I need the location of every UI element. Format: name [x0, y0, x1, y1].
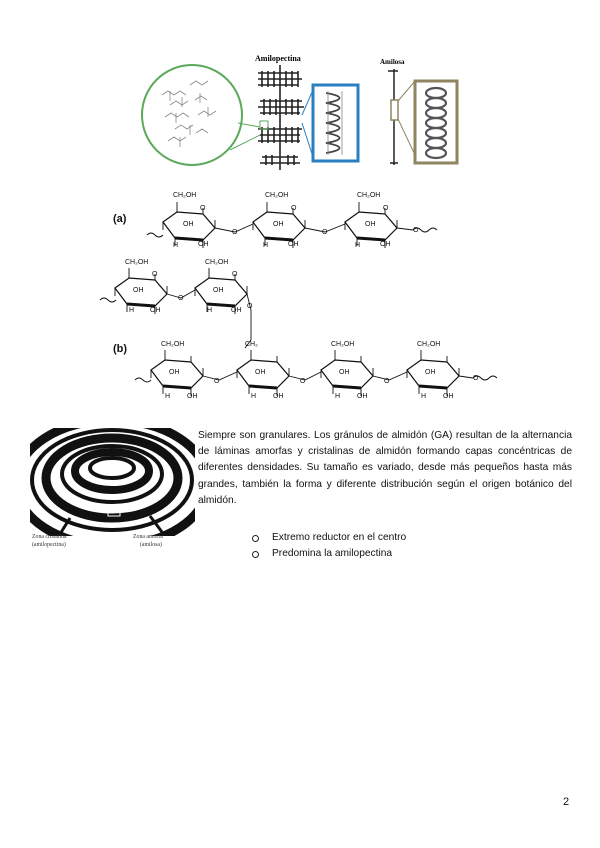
circle-bullet-icon [252, 535, 259, 542]
page-number: 2 [563, 796, 570, 808]
ring-o-a3: O [383, 205, 389, 212]
amylose-label: Amilosa [380, 58, 405, 66]
oh-c4: OH [443, 393, 454, 400]
h-b2: H [207, 307, 213, 314]
ring-o-b2: O [232, 271, 238, 278]
glucose-chain-structures [95, 180, 505, 410]
h-c1: H [165, 393, 171, 400]
oh-a3b: OH [365, 221, 376, 228]
list-item: Extremo reductor en el centro [250, 530, 406, 546]
oh-a3: OH [380, 241, 391, 248]
oh-b2b: OH [213, 287, 224, 294]
bridge-o-b2: O [247, 303, 253, 310]
label-b: (b) [113, 343, 128, 355]
ch2oh-b1: CH₂OH [125, 259, 149, 266]
bridge-o-c3: O [384, 378, 390, 385]
crystalline-zone-label-2: (amilopectina) [32, 542, 66, 548]
crystalline-zone-label-1: Zona cristalina [32, 534, 67, 540]
amylopectin-helix-box [313, 85, 358, 161]
oh-b1b: OH [133, 287, 144, 294]
h-a2: H [263, 242, 269, 249]
amorphous-zone-label-2: (amilosa) [140, 542, 162, 548]
bridge-o-a2: O [322, 229, 328, 236]
amylopectin-clusters [258, 65, 304, 170]
oh-c3: OH [357, 393, 368, 400]
h-b1: H [129, 307, 135, 314]
oh-c1b: OH [169, 369, 180, 376]
oh-c2: OH [273, 393, 284, 400]
amylopectin-amylose-figure [130, 45, 460, 175]
oh-b1: OH [150, 307, 161, 314]
h-c3: H [335, 393, 341, 400]
h-c2: H [251, 393, 257, 400]
oh-c4b: OH [425, 369, 436, 376]
label-a: (a) [113, 213, 127, 225]
bridge-o-c4: O [473, 375, 479, 382]
amylose-helix-box [415, 81, 457, 163]
bridge-o-a1: O [232, 229, 238, 236]
oh-c2b: OH [255, 369, 266, 376]
oh-c3b: OH [339, 369, 350, 376]
bridge-o-a3: O [413, 227, 419, 234]
bridge-o-c2: O [300, 378, 306, 385]
h-a3: H [355, 242, 361, 249]
h-a1: H [173, 242, 179, 249]
ring-o-b1: O [152, 271, 158, 278]
ch2oh-c1: CH₂OH [161, 341, 185, 348]
amylose-chain [388, 69, 398, 165]
ring-o-a1: O [200, 205, 206, 212]
h-c4: H [421, 393, 427, 400]
bridge-o-b1: O [178, 295, 184, 302]
oh-a1b: OH [183, 221, 194, 228]
amorphous-zone-label-1: Zona amorfa [133, 534, 163, 540]
zoom-circle [142, 65, 242, 165]
ch2oh-b2: CH₂OH [205, 259, 229, 266]
oh-c1: OH [187, 393, 198, 400]
starch-granule-figure [30, 428, 195, 558]
ch2oh-c4: CH₂OH [417, 341, 441, 348]
chain-b-main [135, 350, 497, 396]
ch2oh-a3: CH₂OH [357, 192, 381, 199]
body-paragraph: Siempre son granulares. Los gránulos de almidón (GA) resultan de la alternancia de láminas amorfas y cristalinas de almidón formando capas concéntricas de diferentes densidades. Su tamaño es variado, desde más pequeños hasta más grandes, también la forma y diferente distribución según el origen botánico del almidón. [198, 430, 572, 506]
bridge-o-c1: O [214, 378, 220, 385]
ch2oh-a1: CH₂OH [173, 192, 197, 199]
bullet-list [250, 530, 406, 563]
chain-b-branch [100, 268, 251, 348]
ch2-c2: CH₂ [245, 341, 258, 348]
oh-b2: OH [231, 307, 242, 314]
ch2oh-c3: CH₂OH [331, 341, 355, 348]
list-item: Predomina la amilopectina [250, 546, 406, 562]
circle-bullet-icon [252, 551, 259, 558]
ring-o-a2: O [291, 205, 297, 212]
ch2oh-a2: CH₂OH [265, 192, 289, 199]
amylopectin-label: Amilopectina [255, 54, 301, 63]
oh-a2: OH [288, 241, 299, 248]
oh-a1: OH [198, 241, 209, 248]
oh-a2b: OH [273, 221, 284, 228]
